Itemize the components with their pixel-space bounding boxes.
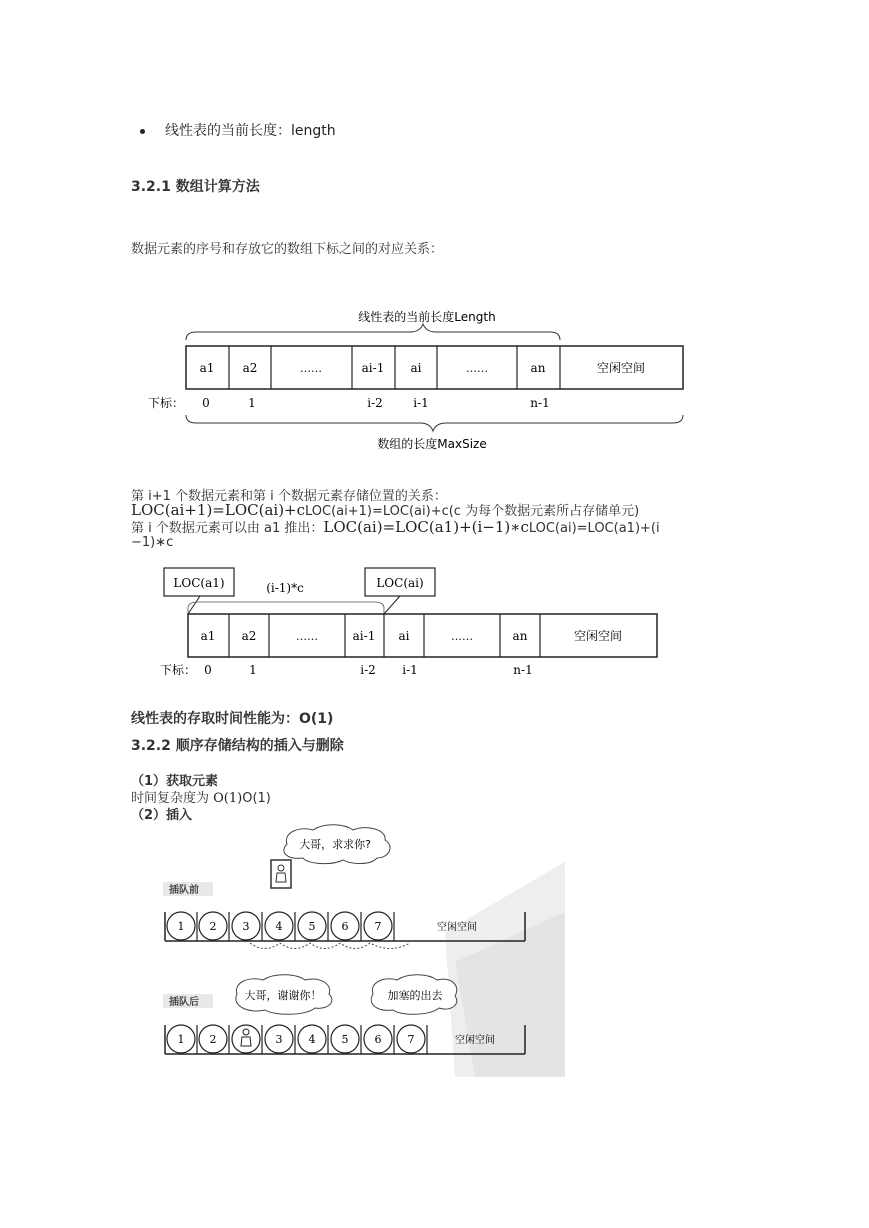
- current-length-label: 线性表的当前长度Length: [358, 310, 496, 324]
- index-n-1: n-1: [530, 396, 550, 410]
- svg-text:2: 2: [209, 920, 217, 933]
- bubble-text-please: 大哥，求求你?: [299, 838, 371, 851]
- figure-array-index: [140, 300, 700, 460]
- svg-text:0: 0: [204, 663, 212, 677]
- cell-ai: ai: [410, 361, 422, 375]
- cell-ai-minus-1: ai-1: [361, 361, 385, 375]
- svg-text:6: 6: [374, 1033, 382, 1046]
- svg-text:1: 1: [177, 920, 185, 933]
- svg-text:4: 4: [275, 920, 283, 933]
- svg-text:空闲空间: 空闲空间: [573, 629, 623, 643]
- figure-address-calc: [150, 562, 670, 684]
- index-1: 1: [248, 396, 256, 410]
- index-0: 0: [202, 396, 210, 410]
- max-size-label: 数组的长度MaxSize: [377, 437, 487, 451]
- svg-text:7: 7: [407, 1033, 415, 1046]
- svg-text:2: 2: [209, 1033, 217, 1046]
- cell-an: an: [530, 361, 546, 375]
- formula-loc-next-text: LOC(ai+1)=LOC(ai)+c(c 为每个数据元素所占存储单元): [305, 504, 640, 519]
- svg-text:……: ……: [296, 630, 318, 643]
- svg-text:3: 3: [242, 920, 250, 933]
- svg-text:1: 1: [249, 663, 257, 677]
- index-i-2: i-2: [367, 396, 383, 410]
- svg-text:i-2: i-2: [360, 663, 376, 677]
- bubble-text-get-out: 加塞的出去: [387, 989, 443, 1002]
- bubble-text-thanks: 大哥，谢谢你！: [244, 989, 322, 1002]
- complexity-line: 时间复杂度为 O(1)O(1): [131, 791, 271, 806]
- cell-a2: a2: [242, 361, 258, 375]
- formula-loc-next: LOC(ai+1)=LOC(ai)+c: [131, 501, 306, 519]
- svg-text:i-1: i-1: [402, 663, 418, 677]
- svg-text:n-1: n-1: [513, 663, 533, 677]
- person-icon-inserted: [241, 1029, 251, 1046]
- relation-line-4: −1)∗c: [131, 535, 174, 550]
- svg-text:1: 1: [177, 1033, 185, 1046]
- svg-text:5: 5: [341, 1033, 349, 1046]
- section-heading-3-2-2: 3.2.2 顺序存储结构的插入与删除: [131, 738, 344, 754]
- svg-text:下标：: 下标：: [160, 663, 197, 677]
- svg-text:ai: ai: [398, 629, 410, 643]
- svg-text:6: 6: [341, 920, 349, 933]
- svg-text:ai-1: ai-1: [352, 629, 376, 643]
- svg-text:a2: a2: [241, 629, 257, 643]
- bullet-item: 线性表的当前长度：length: [140, 120, 336, 140]
- svg-text:4: 4: [308, 1033, 316, 1046]
- index-prefix: 下标：: [148, 396, 185, 410]
- relation-line-3: 第 i 个数据元素可以由 a1 推出：LOC(ai)=LOC(a1)+(i−1)∗cLOC(ai)=LOC(a1)+(i: [131, 518, 660, 536]
- label-after: 插队后: [169, 997, 199, 1008]
- svg-text:……: ……: [451, 630, 473, 643]
- svg-text:a1: a1: [200, 629, 216, 643]
- free-space-before: 空闲空间: [437, 922, 477, 933]
- free-space-after: 空闲空间: [455, 1035, 495, 1046]
- index-i-1: i-1: [413, 396, 429, 410]
- cell-a1: a1: [199, 361, 215, 375]
- formula-loc-i: LOC(ai)=LOC(a1)+(i−1)∗c: [323, 518, 529, 536]
- offset-label: (i-1)*c: [266, 581, 304, 595]
- cell-ellipsis-2: ……: [466, 362, 488, 375]
- subheading-get-element: （1）获取元素: [131, 774, 219, 789]
- loc-a1-label: LOC(a1): [173, 576, 225, 590]
- access-time-heading: 线性表的存取时间性能为：O(1): [131, 711, 334, 727]
- svg-text:3: 3: [275, 1033, 283, 1046]
- svg-text:5: 5: [308, 920, 316, 933]
- cell-ellipsis-1: ……: [300, 362, 322, 375]
- section-heading-3-2-1: 3.2.1 数组计算方法: [131, 179, 260, 195]
- cell-free-space: 空闲空间: [596, 361, 646, 375]
- bullet-dot-icon: [140, 129, 145, 134]
- relation-line-1: 第 i+1 个数据元素和第 i 个数据元素存储位置的关系：: [131, 489, 447, 504]
- svg-text:7: 7: [374, 920, 382, 933]
- svg-text:an: an: [512, 629, 528, 643]
- loc-ai-label: LOC(ai): [376, 576, 424, 590]
- intro-paragraph: 数据元素的序号和存放它的数组下标之间的对应关系：: [131, 242, 444, 257]
- label-before: 插队前: [169, 885, 199, 896]
- figure-queue-jump: [155, 822, 565, 1077]
- subheading-insert: （2）插入: [131, 808, 193, 823]
